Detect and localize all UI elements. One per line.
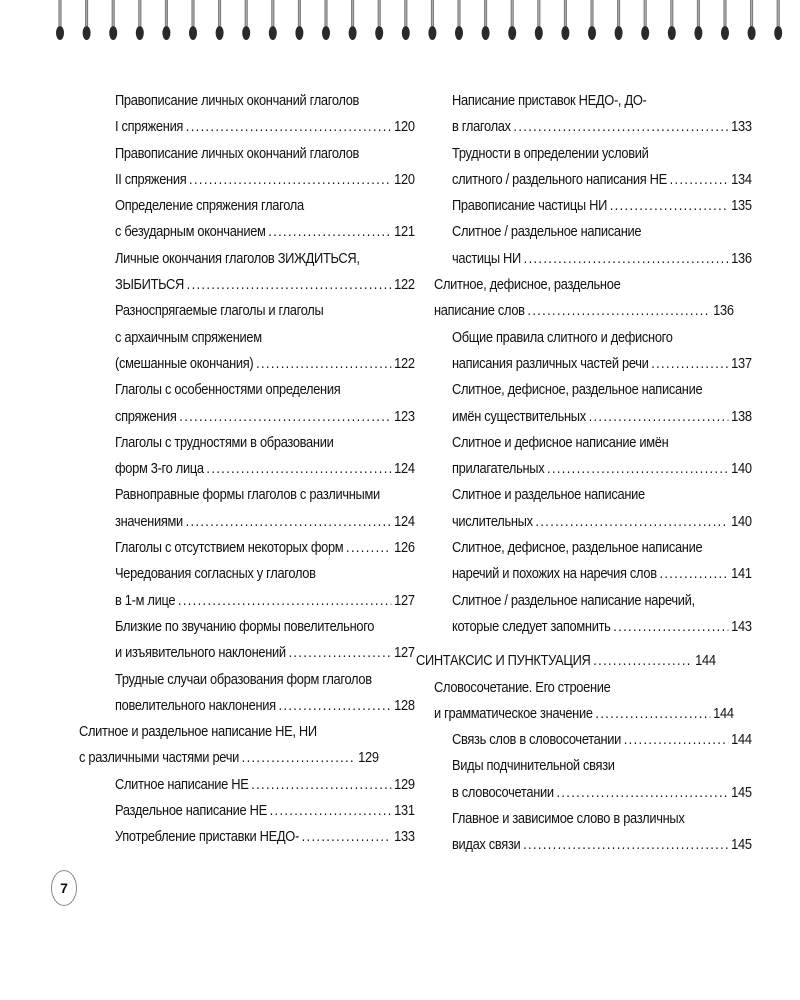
dot-leader bbox=[613, 614, 728, 640]
toc-entry-title: написания различных частей речи bbox=[452, 355, 649, 372]
dot-leader bbox=[178, 588, 392, 614]
spiral-hole bbox=[375, 26, 383, 40]
spiral-ring bbox=[724, 0, 727, 26]
toc-entry[interactable] bbox=[79, 772, 415, 798]
toc-page-number: 136 bbox=[731, 250, 752, 267]
toc-entry-title: Личные окончания глаголов ЗИЖДИТЬСЯ, bbox=[115, 250, 360, 267]
toc-entry[interactable] bbox=[416, 648, 716, 674]
dot-leader bbox=[242, 745, 356, 771]
toc-entry-title: Глаголы с особенностями определения bbox=[115, 382, 341, 399]
toc-entry[interactable] bbox=[416, 482, 752, 535]
spiral-ring bbox=[112, 0, 115, 26]
toc-entry-title: Раздельное написание НЕ bbox=[115, 803, 267, 820]
toc-entry[interactable] bbox=[416, 430, 752, 483]
spiral-ring bbox=[351, 0, 354, 26]
toc-entry-title: спряжения bbox=[115, 408, 177, 425]
toc-entry[interactable] bbox=[416, 588, 752, 641]
page-number-badge bbox=[51, 870, 77, 906]
spiral-ring bbox=[458, 0, 461, 26]
toc-page-number: 144 bbox=[713, 705, 734, 722]
spiral-hole bbox=[349, 26, 357, 40]
toc-entry-title: слитного / раздельного написания НЕ bbox=[452, 171, 667, 188]
toc-entry[interactable] bbox=[79, 614, 415, 667]
dot-leader bbox=[523, 832, 728, 858]
toc-entry-title: Слитное и раздельное написание НЕ, НИ bbox=[79, 724, 317, 741]
toc-entry[interactable] bbox=[79, 561, 415, 614]
toc-entry-title: Слитное написание НЕ bbox=[115, 776, 249, 793]
dot-leader bbox=[270, 798, 392, 824]
spiral-ring bbox=[537, 0, 540, 26]
toc-page-number: 145 bbox=[731, 784, 752, 801]
spiral-ring bbox=[617, 0, 620, 26]
toc-page-number: 141 bbox=[731, 566, 752, 583]
toc-entry[interactable] bbox=[416, 806, 752, 859]
toc-entry-title: Виды подчинительной связи bbox=[452, 758, 615, 775]
dot-leader bbox=[589, 404, 729, 430]
spiral-hole bbox=[83, 26, 91, 40]
dot-leader bbox=[302, 824, 392, 850]
spiral-hole bbox=[748, 26, 756, 40]
toc-entry-title: Слитное, дефисное, раздельное написание bbox=[452, 382, 703, 399]
toc-entry[interactable] bbox=[416, 141, 752, 194]
spiral-ring bbox=[245, 0, 248, 26]
toc-entry-title: с безударным окончанием bbox=[115, 224, 266, 241]
toc-page-number: 144 bbox=[695, 653, 716, 670]
toc-page-number: 124 bbox=[394, 513, 415, 530]
dot-leader bbox=[513, 114, 728, 140]
dot-leader bbox=[527, 298, 710, 324]
spiral-hole bbox=[694, 26, 702, 40]
toc-entry[interactable] bbox=[79, 430, 415, 483]
toc-entry-title: Слитное / раздельное написание наречий, bbox=[452, 592, 695, 609]
dot-leader bbox=[651, 351, 728, 377]
toc-page-number: 122 bbox=[394, 277, 415, 294]
spiral-hole bbox=[641, 26, 649, 40]
toc-entry-title: Словосочетание. Его строение bbox=[434, 679, 611, 696]
toc-entry-title: Разноспрягаемые глаголы и глаголы bbox=[115, 303, 324, 320]
toc-entry-title: Общие правила слитного и дефисного bbox=[452, 329, 673, 346]
dot-leader bbox=[610, 193, 729, 219]
dot-leader bbox=[206, 456, 391, 482]
toc-entry-title: числительных bbox=[452, 513, 533, 530]
spiral-hole bbox=[136, 26, 144, 40]
spiral-ring bbox=[165, 0, 168, 26]
spiral-hole bbox=[295, 26, 303, 40]
toc-entry[interactable] bbox=[79, 535, 415, 561]
toc-entry-title: в словосочетании bbox=[452, 784, 554, 801]
toc-entry[interactable] bbox=[79, 667, 415, 720]
spiral-ring bbox=[218, 0, 221, 26]
toc-entry[interactable] bbox=[416, 675, 734, 728]
toc-page-number: 129 bbox=[358, 750, 379, 767]
toc-entry-title: СИНТАКСИС И ПУНКТУАЦИЯ bbox=[416, 653, 591, 670]
toc-entry-title: и изъявительного наклонений bbox=[115, 645, 286, 662]
toc-entry[interactable] bbox=[79, 141, 415, 194]
spiral-ring bbox=[325, 0, 328, 26]
toc-entry-title: Чередования согласных у глаголов bbox=[115, 566, 316, 583]
dot-leader bbox=[186, 114, 392, 140]
spiral-hole bbox=[615, 26, 623, 40]
toc-page-number: 138 bbox=[731, 408, 752, 425]
toc-entry-title: видах связи bbox=[452, 837, 521, 854]
spiral-hole bbox=[269, 26, 277, 40]
toc-entry-title: Слитное, дефисное, раздельное bbox=[434, 277, 621, 294]
toc-page-number: 123 bbox=[394, 408, 415, 425]
toc-entry-title: повелительного наклонения bbox=[115, 697, 276, 714]
toc-entry-title: с различными частями речи bbox=[79, 750, 239, 767]
toc-entry-title: Слитное и дефисное написание имён bbox=[452, 434, 669, 451]
dot-leader bbox=[186, 509, 392, 535]
spiral-ring bbox=[298, 0, 301, 26]
toc-page-number: 137 bbox=[731, 355, 752, 372]
spiral-hole bbox=[668, 26, 676, 40]
toc-entry[interactable] bbox=[416, 325, 752, 378]
toc-entry-title: Равноправные формы глаголов с различными bbox=[115, 487, 380, 504]
toc-entry-title: Трудные случаи образования форм глаголов bbox=[115, 671, 372, 688]
spiral-ring bbox=[484, 0, 487, 26]
toc-page-number: 133 bbox=[394, 829, 415, 846]
toc-entry-title: Трудности в определении условий bbox=[452, 145, 649, 162]
toc-entry-title: в глаголах bbox=[452, 119, 511, 136]
spiral-hole bbox=[561, 26, 569, 40]
spiral-ring bbox=[271, 0, 274, 26]
toc-page-number: 128 bbox=[394, 697, 415, 714]
toc-page-number: 121 bbox=[394, 224, 415, 241]
toc-entry-title: которые следует запомнить bbox=[452, 618, 611, 635]
toc-entry-title: значениями bbox=[115, 513, 183, 530]
spiral-ring bbox=[777, 0, 780, 26]
toc-page-number: 122 bbox=[394, 355, 415, 372]
spiral-ring bbox=[85, 0, 88, 26]
toc-page-number: 140 bbox=[731, 461, 752, 478]
toc-entry-title: Близкие по звучанию формы повелительного bbox=[115, 618, 375, 635]
toc-page-number: 140 bbox=[731, 513, 752, 530]
dot-leader bbox=[268, 219, 391, 245]
toc-entry-title: и грамматическое значение bbox=[434, 705, 593, 722]
spiral-ring bbox=[431, 0, 434, 26]
dot-leader bbox=[593, 648, 692, 674]
spiral-ring bbox=[644, 0, 647, 26]
spiral-hole bbox=[109, 26, 117, 40]
toc-page-number: 131 bbox=[394, 803, 415, 820]
spiral-hole bbox=[322, 26, 330, 40]
spiral-hole bbox=[482, 26, 490, 40]
toc-page-number: 143 bbox=[731, 618, 752, 635]
spiral-hole bbox=[535, 26, 543, 40]
toc-entry-title: ЗЫБИТЬСЯ bbox=[115, 277, 184, 294]
page-number: 7 bbox=[60, 880, 68, 896]
toc-entry-title: частицы НИ bbox=[452, 250, 521, 267]
spiral-hole bbox=[721, 26, 729, 40]
dot-leader bbox=[524, 246, 729, 272]
spiral-hole bbox=[56, 26, 64, 40]
toc-page-number: 127 bbox=[394, 645, 415, 662]
toc-entry-title: Слитное, дефисное, раздельное написание bbox=[452, 540, 703, 557]
dot-leader bbox=[179, 404, 391, 430]
toc-entry-title: Связь слов в словосочетании bbox=[452, 732, 622, 749]
toc-entry-title: в 1-м лице bbox=[115, 592, 176, 609]
toc-entry-title: I спряжения bbox=[115, 119, 184, 136]
toc-entry[interactable] bbox=[416, 88, 752, 141]
spiral-ring bbox=[750, 0, 753, 26]
toc-entry[interactable] bbox=[416, 272, 734, 325]
toc-page-number: 145 bbox=[731, 837, 752, 854]
dot-leader bbox=[346, 535, 391, 561]
dot-leader bbox=[547, 456, 728, 482]
dot-leader bbox=[556, 780, 728, 806]
spiral-ring bbox=[511, 0, 514, 26]
toc-page-number: 134 bbox=[731, 171, 752, 188]
toc-entry[interactable] bbox=[79, 798, 415, 824]
toc-entry[interactable] bbox=[79, 88, 415, 141]
dot-leader bbox=[288, 640, 391, 666]
spiral-ring bbox=[378, 0, 381, 26]
toc-entry[interactable] bbox=[79, 298, 415, 377]
spiral-hole bbox=[588, 26, 596, 40]
toc-entry[interactable] bbox=[79, 193, 415, 246]
toc-entry[interactable] bbox=[416, 535, 752, 588]
spiral-ring bbox=[564, 0, 567, 26]
toc-page-number: 133 bbox=[731, 119, 752, 136]
toc-entry-title: Главное и зависимое слово в различных bbox=[452, 811, 685, 828]
spiral-hole bbox=[455, 26, 463, 40]
toc-entry-title: Слитное / раздельное написание bbox=[452, 224, 642, 241]
dot-leader bbox=[279, 693, 392, 719]
toc-entry-title: Написание приставок НЕДО-, ДО- bbox=[452, 93, 647, 109]
dot-leader bbox=[189, 167, 391, 193]
toc-entry-title: Глаголы с отсутствием некоторых форм bbox=[115, 540, 344, 557]
spiral-hole bbox=[508, 26, 516, 40]
spiral-hole bbox=[428, 26, 436, 40]
toc-entry-title: написание слов bbox=[434, 303, 525, 320]
spiral-hole bbox=[774, 26, 782, 40]
dot-leader bbox=[659, 561, 728, 587]
toc-left-column bbox=[79, 88, 415, 851]
spiral-hole bbox=[242, 26, 250, 40]
toc-entry-title: Употребление приставки НЕДО- bbox=[115, 829, 299, 846]
spiral-hole bbox=[216, 26, 224, 40]
toc-entry-title: (смешанные окончания) bbox=[115, 355, 254, 372]
toc-page-number: 135 bbox=[731, 198, 752, 215]
spiral-ring bbox=[404, 0, 407, 26]
dot-leader bbox=[670, 167, 729, 193]
toc-entry[interactable] bbox=[416, 219, 752, 272]
dot-leader bbox=[595, 701, 710, 727]
toc-entry[interactable] bbox=[79, 824, 415, 850]
toc-page-number: 124 bbox=[394, 461, 415, 478]
spiral-hole bbox=[189, 26, 197, 40]
toc-entry-title: наречий и похожих на наречия слов bbox=[452, 566, 657, 583]
toc-page-number: 136 bbox=[713, 303, 734, 320]
dot-leader bbox=[256, 351, 391, 377]
toc-page-number: 129 bbox=[394, 776, 415, 793]
spiral-ring bbox=[697, 0, 700, 26]
toc-right-column bbox=[416, 88, 752, 859]
spiral-ring bbox=[138, 0, 141, 26]
toc-entry[interactable] bbox=[79, 719, 379, 772]
dot-leader bbox=[624, 727, 729, 753]
toc-entry-title: Определение спряжения глагола bbox=[115, 198, 304, 215]
toc-page-number: 120 bbox=[394, 171, 415, 188]
toc-page-number: 127 bbox=[394, 592, 415, 609]
spiral-hole bbox=[162, 26, 170, 40]
toc-entry[interactable] bbox=[416, 377, 752, 430]
toc-entry-title: форм 3-го лица bbox=[115, 461, 204, 478]
toc-page-number: 120 bbox=[394, 119, 415, 136]
toc-page-number: 126 bbox=[394, 540, 415, 557]
dot-leader bbox=[187, 272, 392, 298]
spiral-ring bbox=[192, 0, 195, 26]
toc-entry[interactable] bbox=[416, 193, 752, 219]
toc-entry-title: Глаголы с трудностями в образовании bbox=[115, 434, 334, 451]
toc-entry-title: II спряжения bbox=[115, 171, 187, 188]
spiral-hole bbox=[402, 26, 410, 40]
toc-entry[interactable] bbox=[79, 246, 415, 299]
dot-leader bbox=[251, 772, 391, 798]
toc-entry-title: с архаичным спряжением bbox=[115, 329, 262, 346]
toc-entry-title: Слитное и раздельное написание bbox=[452, 487, 645, 504]
toc-entry[interactable] bbox=[416, 727, 752, 753]
dot-leader bbox=[535, 509, 728, 535]
toc-entry[interactable] bbox=[79, 377, 415, 430]
spiral-ring bbox=[591, 0, 594, 26]
toc-entry-title: Правописание личных окончаний глаголов bbox=[115, 145, 360, 162]
toc-entry[interactable] bbox=[416, 753, 752, 806]
toc-entry-title: имён существительных bbox=[452, 408, 586, 425]
toc-entry-title: Правописание частицы НИ bbox=[452, 198, 608, 215]
toc-page-number: 144 bbox=[731, 732, 752, 749]
toc-entry-title: прилагательных bbox=[452, 461, 545, 478]
spiral-binding bbox=[0, 0, 800, 44]
toc-entry-title: Правописание личных окончаний глаголов bbox=[115, 93, 360, 109]
spiral-ring bbox=[59, 0, 62, 26]
spiral-ring bbox=[670, 0, 673, 26]
toc-entry[interactable] bbox=[79, 482, 415, 535]
